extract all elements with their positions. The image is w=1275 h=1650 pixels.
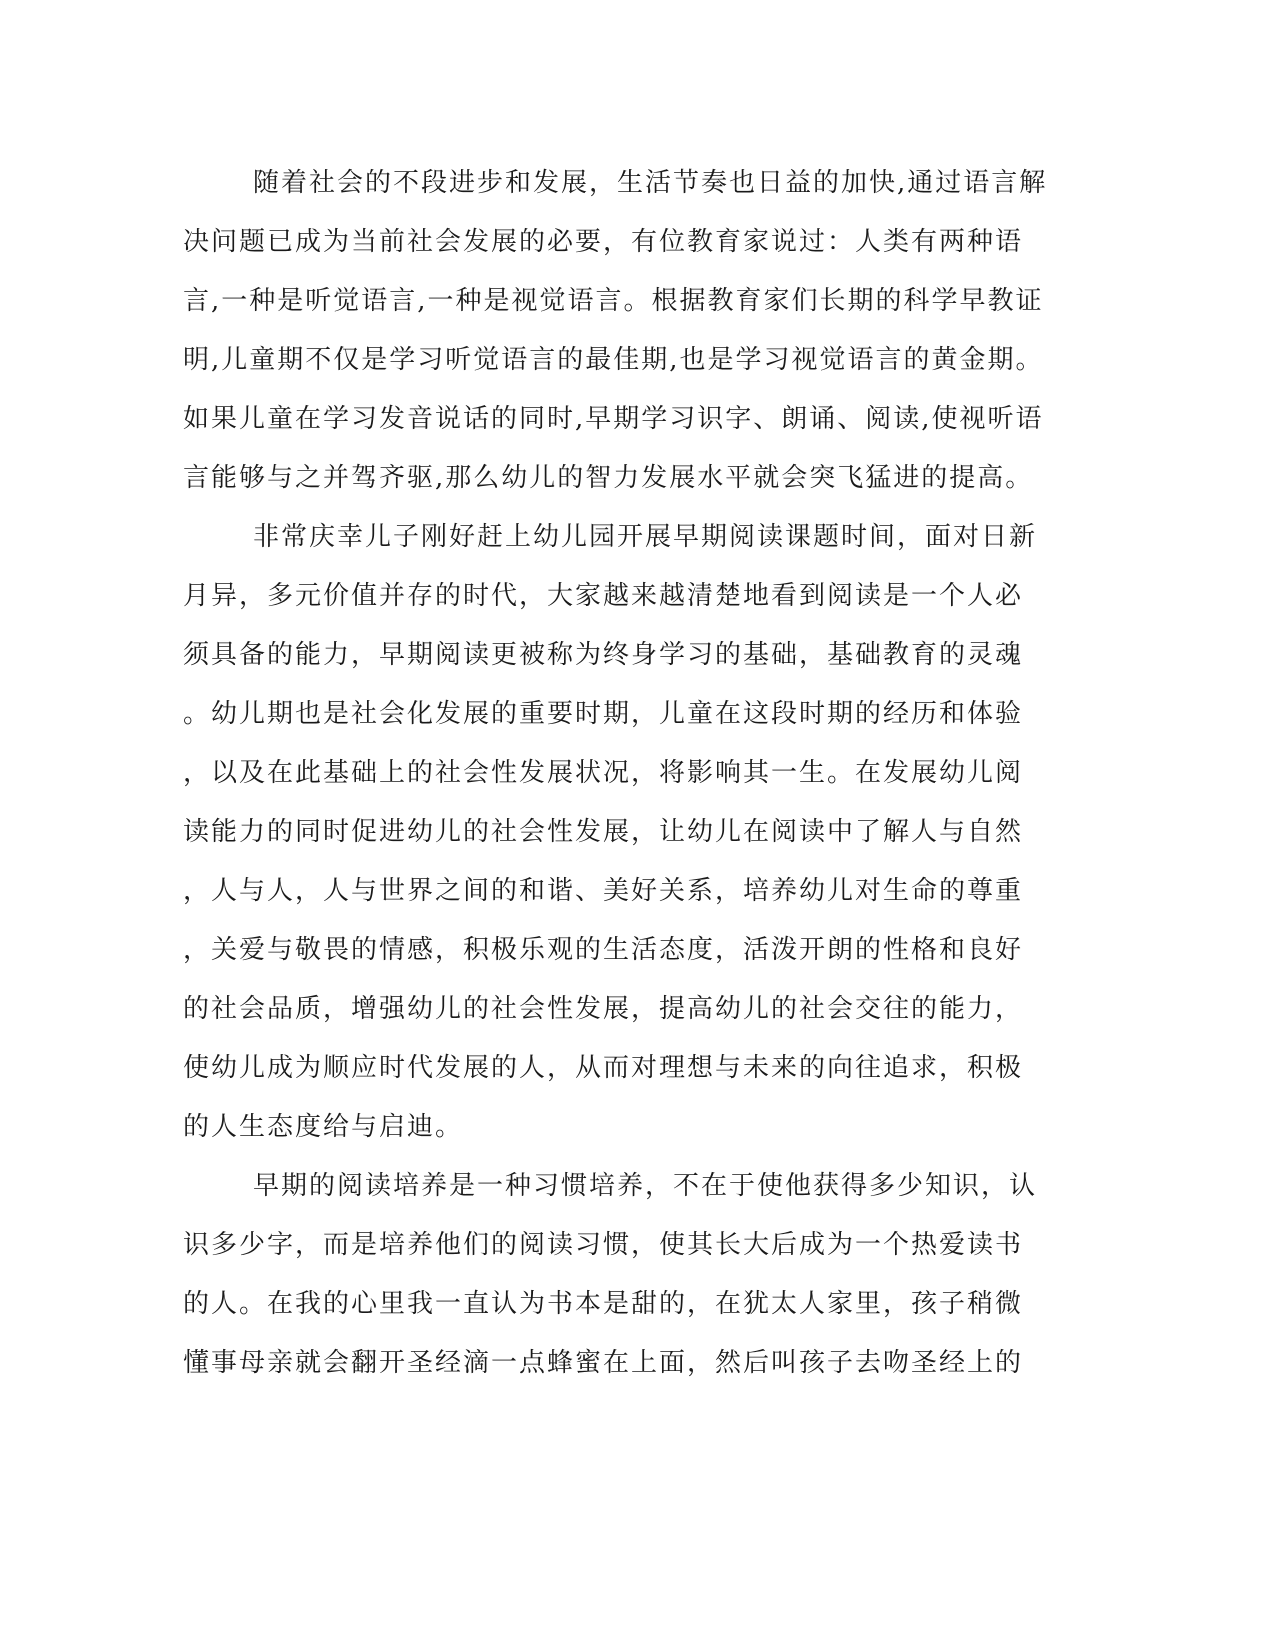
paragraph-2 [183,508,1043,1157]
text-line: 。幼儿期也是社会化发展的重要时期，儿童在这段时期的经历和体验 [183,699,1024,729]
text-line: 非常庆幸儿子刚好赶上幼儿园开展早期阅读课题时间，面对日新 [253,522,1038,552]
text-line: 的人。在我的心里我一直认为书本是甜的，在犹太人家里，孩子稍微 [183,1289,1024,1319]
text-line: 使幼儿成为顺应时代发展的人，从而对理想与未来的向往追求，积极 [183,1053,1024,1083]
text-line: 明,儿童期不仅是学习听觉语言的最佳期,也是学习视觉语言的黄金期。 [183,345,1044,375]
text-line: 须具备的能力，早期阅读更被称为终身学习的基础，基础教育的灵魂 [183,640,1024,670]
text-line: ，关爱与敬畏的情感，积极乐观的生活态度，活泼开朗的性格和良好 [183,935,1024,965]
text-line: 言,一种是听觉语言,一种是视觉语言。根据教育家们长期的科学早教证 [183,286,1044,316]
text-line: 的社会品质，增强幼儿的社会性发展，提高幼儿的社会交往的能力， [183,994,1024,1024]
text-line: 懂事母亲就会翻开圣经滴一点蜂蜜在上面，然后叫孩子去吻圣经上的 [183,1348,1024,1378]
text-line: 的人生态度给与启迪。 [183,1112,464,1142]
text-line: 早期的阅读培养是一种习惯培养，不在于使他获得多少知识，认 [253,1171,1038,1201]
text-line: ，以及在此基础上的社会性发展状况，将影响其一生。在发展幼儿阅 [183,758,1024,788]
text-line: 决问题已成为当前社会发展的必要，有位教育家说过：人类有两种语 [183,227,1024,257]
paragraph-3 [183,1157,1043,1393]
text-line: 月异，多元价值并存的时代，大家越来越清楚地看到阅读是一个人必 [183,581,1024,611]
text-line: 识多少字，而是培养他们的阅读习惯，使其长大后成为一个热爱读书 [183,1230,1024,1260]
text-line: 随着社会的不段进步和发展，生活节奏也日益的加快,通过语言解 [253,168,1048,198]
text-line: 言能够与之并驾齐驱,那么幼儿的智力发展水平就会突飞猛进的提高。 [183,463,1034,493]
text-line: 读能力的同时促进幼儿的社会性发展，让幼儿在阅读中了解人与自然 [183,817,1024,847]
document-page [183,154,1048,1393]
paragraph-1 [183,154,1048,508]
text-line: ，人与人，人与世界之间的和谐、美好关系，培养幼儿对生命的尊重 [183,876,1024,906]
text-line: 如果儿童在学习发音说话的同时,早期学习识字、朗诵、阅读,使视听语 [183,404,1044,434]
